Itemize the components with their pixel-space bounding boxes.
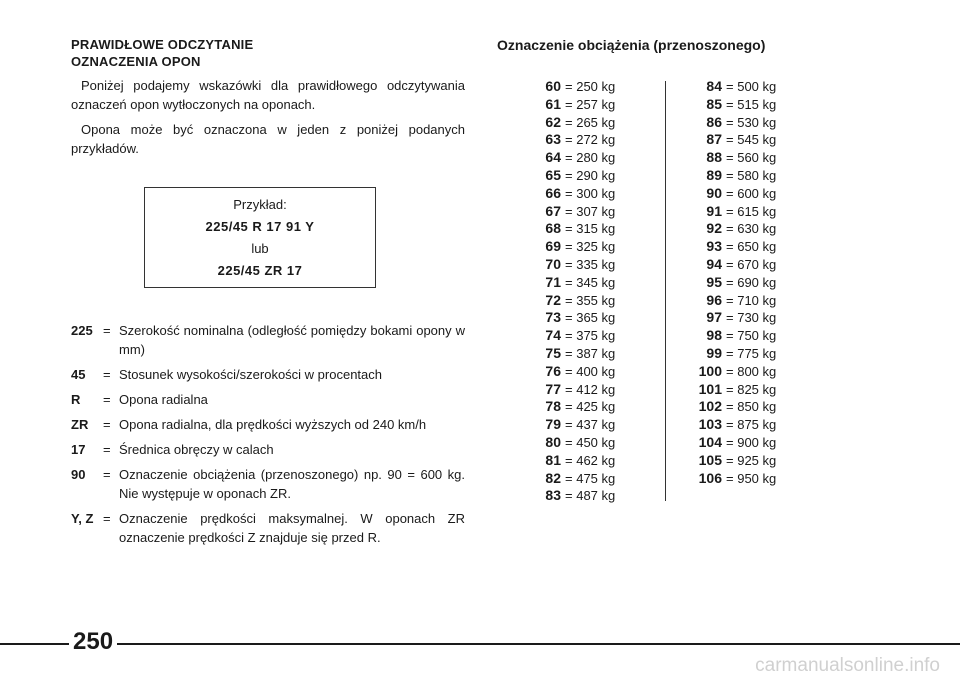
- load-index-value: [726, 274, 776, 292]
- equals-sign: =: [726, 256, 734, 272]
- load-index-code: 100: [698, 362, 722, 379]
- watermark: carmanualsonline.info: [755, 655, 940, 676]
- equals-sign: =: [565, 221, 573, 237]
- load-index-code: 80: [545, 433, 561, 450]
- equals-sign: =: [565, 488, 573, 504]
- load-index-row: [515, 434, 630, 452]
- load-index-row: [515, 487, 630, 505]
- load-value: 710 kg: [737, 292, 777, 308]
- load-index-value: [726, 452, 776, 470]
- equals-sign: =: [726, 363, 734, 379]
- load-index-code: 94: [706, 255, 722, 272]
- load-index-code: 66: [545, 184, 561, 201]
- load-index-value: [565, 114, 615, 132]
- equals-sign: =: [565, 328, 573, 344]
- load-index-code: 82: [545, 469, 561, 486]
- load-value: 250 kg: [576, 79, 616, 94]
- load-index-code: 101: [698, 380, 722, 397]
- load-index-row: [515, 345, 630, 363]
- load-index-row: [515, 452, 630, 470]
- load-value: 800 kg: [737, 363, 777, 379]
- load-index-row: [676, 167, 796, 185]
- load-index-code: 87: [706, 131, 722, 148]
- load-index-code: 89: [706, 166, 722, 183]
- load-index-row: [676, 238, 796, 256]
- load-index-row: [515, 292, 630, 310]
- equals-sign: =: [726, 79, 734, 94]
- load-value: 450 kg: [576, 434, 616, 450]
- load-index-code: 91: [706, 202, 722, 219]
- load-index-value: [565, 185, 615, 203]
- load-index-code: 84: [706, 78, 722, 94]
- load-value: 825 kg: [737, 381, 777, 397]
- load-value: 280 kg: [576, 150, 616, 166]
- load-index-value: [565, 470, 615, 488]
- load-index-code: 68: [545, 220, 561, 237]
- load-index-row: [676, 452, 796, 470]
- load-index-code: 98: [706, 327, 722, 344]
- equals-sign: =: [103, 467, 111, 482]
- equals-sign: =: [103, 511, 111, 526]
- definition-key: 225: [71, 323, 93, 338]
- load-index-value: [726, 345, 776, 363]
- load-index-code: 76: [545, 362, 561, 379]
- load-value: 730 kg: [737, 310, 777, 326]
- equals-sign: =: [565, 203, 573, 219]
- load-value: 690 kg: [737, 274, 777, 290]
- load-index-row: [515, 149, 630, 167]
- load-index-value: [565, 256, 615, 274]
- load-index-row: [676, 114, 796, 132]
- load-index-value: [726, 381, 776, 399]
- equals-sign: =: [726, 310, 734, 326]
- load-index-row: [676, 203, 796, 221]
- load-index-value: [726, 149, 776, 167]
- equals-sign: =: [726, 452, 734, 468]
- load-index-code: 63: [545, 131, 561, 148]
- equals-sign: =: [726, 203, 734, 219]
- example-code-2: 225/45 ZR 17: [217, 263, 303, 278]
- equals-sign: =: [103, 367, 111, 382]
- load-value: 600 kg: [737, 185, 777, 201]
- load-value: 670 kg: [737, 256, 777, 272]
- load-index-code: 90: [706, 184, 722, 201]
- equals-sign: =: [565, 256, 573, 272]
- load-index-title: Oznaczenie obciążenia (przenoszonego): [497, 37, 766, 53]
- load-index-value: [565, 327, 615, 345]
- load-index-value: [726, 238, 776, 256]
- definition-item: [71, 465, 465, 503]
- equals-sign: =: [726, 167, 734, 183]
- equals-sign: =: [565, 363, 573, 379]
- definition-item: [71, 321, 465, 359]
- definition-text: Szerokość nominalna (odległość pomiędzy bokami opony w mm): [119, 323, 465, 357]
- definition-item: [71, 509, 465, 547]
- equals-sign: =: [565, 79, 573, 94]
- load-index-code: 86: [706, 113, 722, 130]
- equals-sign: =: [726, 221, 734, 237]
- tire-reading-section: [71, 36, 465, 158]
- load-index-row: [676, 149, 796, 167]
- load-index-value: [726, 114, 776, 132]
- load-index-value: [565, 487, 615, 505]
- load-index-code: 77: [545, 380, 561, 397]
- load-index-code: 95: [706, 273, 722, 290]
- definitions-list: [71, 321, 465, 553]
- load-index-row: [515, 185, 630, 203]
- load-index-code: 97: [706, 309, 722, 326]
- load-index-code: 105: [698, 451, 722, 468]
- equals-sign: =: [726, 292, 734, 308]
- load-index-row: [676, 416, 796, 434]
- load-index-code: 79: [545, 416, 561, 433]
- intro-paragraph: Poniżej podajemy wskazówki dla prawidłowego odczytywania oznaczeń opon wytłoczonych na oponach.: [71, 78, 465, 112]
- load-index-value: [726, 470, 776, 488]
- load-index-value: [565, 292, 615, 310]
- definition-key: Y, Z: [71, 511, 94, 526]
- load-index-value: [565, 345, 615, 363]
- page-number: 250: [69, 627, 117, 657]
- definition-item: [71, 365, 465, 384]
- load-index-code: 62: [545, 113, 561, 130]
- load-value: 650 kg: [737, 239, 777, 255]
- load-value: 307 kg: [576, 203, 616, 219]
- definition-text: Opona radialna, dla prędkości wyższych od 240 km/h: [119, 417, 427, 432]
- load-index-code: 60: [545, 78, 561, 94]
- definition-text: Stosunek wysokości/szerokości w procentach: [119, 367, 383, 382]
- definition-text: Oznaczenie obciążenia (przenoszonego) np. 90 = 600 kg. Nie występuje w oponach ZR.: [119, 467, 465, 501]
- load-value: 335 kg: [576, 256, 616, 272]
- equals-sign: =: [726, 470, 734, 486]
- load-value: 750 kg: [737, 328, 777, 344]
- load-index-code: 75: [545, 344, 561, 361]
- load-value: 615 kg: [737, 203, 777, 219]
- load-index-row: [515, 238, 630, 256]
- load-value: 875 kg: [737, 417, 777, 433]
- load-value: 265 kg: [576, 114, 616, 130]
- load-index-code: 83: [545, 487, 561, 504]
- load-index-code: 88: [706, 149, 722, 166]
- load-index-code: 106: [698, 469, 722, 486]
- equals-sign: =: [726, 381, 734, 397]
- equals-sign: =: [565, 292, 573, 308]
- equals-sign: =: [565, 452, 573, 468]
- load-index-value: [565, 78, 615, 96]
- load-index-value: [565, 96, 615, 114]
- equals-sign: =: [565, 239, 573, 255]
- load-index-code: 74: [545, 327, 561, 344]
- load-value: 412 kg: [576, 381, 616, 397]
- load-index-row: [515, 274, 630, 292]
- example-code-1: 225/45 R 17 91 Y: [205, 219, 315, 234]
- load-index-row: [676, 363, 796, 381]
- load-index-value: [565, 131, 615, 149]
- load-index-code: 99: [706, 344, 722, 361]
- load-index-code: 96: [706, 291, 722, 308]
- equals-sign: =: [103, 323, 111, 338]
- load-value: 560 kg: [737, 150, 777, 166]
- load-value: 387 kg: [576, 345, 616, 361]
- definition-key: ZR: [71, 417, 89, 432]
- equals-sign: =: [565, 185, 573, 201]
- equals-sign: =: [565, 470, 573, 486]
- load-value: 375 kg: [576, 328, 616, 344]
- load-index-row: [515, 327, 630, 345]
- load-index-value: [726, 78, 776, 96]
- load-index-value: [726, 167, 776, 185]
- load-index-value: [726, 398, 776, 416]
- load-index-row: [676, 345, 796, 363]
- load-index-column-2: [676, 78, 796, 487]
- load-value: 425 kg: [576, 399, 616, 415]
- load-index-value: [565, 149, 615, 167]
- load-value: 630 kg: [737, 221, 777, 237]
- load-value: 475 kg: [576, 470, 616, 486]
- load-index-row: [676, 309, 796, 327]
- load-value: 355 kg: [576, 292, 616, 308]
- load-index-code: 71: [545, 273, 561, 290]
- equals-sign: =: [565, 434, 573, 450]
- load-value: 345 kg: [576, 274, 616, 290]
- load-value: 950 kg: [737, 470, 777, 486]
- load-index-value: [565, 398, 615, 416]
- equals-sign: =: [565, 114, 573, 130]
- load-value: 325 kg: [576, 239, 616, 255]
- load-index-row: [515, 416, 630, 434]
- heading-line-2: OZNACZENIA OPON: [71, 54, 201, 69]
- load-value: 925 kg: [737, 452, 777, 468]
- load-index-row: [676, 185, 796, 203]
- load-index-value: [565, 452, 615, 470]
- load-index-row: [676, 256, 796, 274]
- load-index-value: [565, 238, 615, 256]
- definition-text: Oznaczenie prędkości maksymalnej. W oponach ZR oznaczenie prędkości Z znajduje się przed R.: [119, 511, 465, 545]
- load-index-row: [515, 220, 630, 238]
- load-value: 580 kg: [737, 167, 777, 183]
- load-index-row: [676, 220, 796, 238]
- load-index-row: [515, 203, 630, 221]
- equals-sign: =: [565, 417, 573, 433]
- load-index-value: [565, 203, 615, 221]
- load-index-code: 70: [545, 255, 561, 272]
- section-heading: [71, 36, 465, 70]
- equals-sign: =: [565, 345, 573, 361]
- load-index-row: [515, 78, 630, 96]
- load-value: 545 kg: [737, 132, 777, 148]
- load-index-value: [726, 327, 776, 345]
- definition-item: [71, 390, 465, 409]
- load-index-code: 64: [545, 149, 561, 166]
- load-index-value: [726, 434, 776, 452]
- equals-sign: =: [726, 328, 734, 344]
- equals-sign: =: [565, 310, 573, 326]
- load-value: 257 kg: [576, 96, 616, 112]
- load-index-value: [565, 220, 615, 238]
- load-index-code: 103: [698, 416, 722, 433]
- definition-text: Opona radialna: [119, 392, 208, 407]
- load-index-row: [676, 398, 796, 416]
- equals-sign: =: [726, 132, 734, 148]
- load-index-row: [676, 96, 796, 114]
- load-index-column-1: [515, 78, 630, 505]
- load-index-code: 65: [545, 166, 561, 183]
- load-index-row: [515, 381, 630, 399]
- load-value: 900 kg: [737, 434, 777, 450]
- example-paragraph: Opona może być oznaczona w jeden z poniżej podanych przykładów.: [71, 122, 465, 156]
- load-index-row: [676, 131, 796, 149]
- load-value: 775 kg: [737, 345, 777, 361]
- load-index-value: [726, 309, 776, 327]
- load-index-row: [676, 470, 796, 488]
- footer-rule: [0, 643, 960, 645]
- equals-sign: =: [726, 114, 734, 130]
- load-index-row: [676, 274, 796, 292]
- equals-sign: =: [726, 417, 734, 433]
- load-value: 500 kg: [737, 79, 777, 94]
- example-or: lub: [251, 241, 269, 256]
- example-box: [144, 187, 376, 288]
- load-index-code: 61: [545, 95, 561, 112]
- equals-sign: =: [565, 399, 573, 415]
- load-value: 315 kg: [576, 221, 616, 237]
- load-index-code: 92: [706, 220, 722, 237]
- load-index-row: [515, 96, 630, 114]
- load-value: 487 kg: [576, 488, 616, 504]
- load-index-row: [676, 327, 796, 345]
- load-index-code: 93: [706, 238, 722, 255]
- equals-sign: =: [726, 96, 734, 112]
- equals-sign: =: [103, 417, 111, 432]
- column-divider: [665, 81, 666, 501]
- equals-sign: =: [726, 399, 734, 415]
- load-value: 530 kg: [737, 114, 777, 130]
- load-value: 365 kg: [576, 310, 616, 326]
- load-index-value: [565, 416, 615, 434]
- load-index-value: [726, 185, 776, 203]
- load-value: 850 kg: [737, 399, 777, 415]
- example-title: Przykład:: [233, 197, 287, 212]
- load-index-value: [726, 363, 776, 381]
- load-index-value: [726, 292, 776, 310]
- load-index-row: [515, 131, 630, 149]
- equals-sign: =: [565, 381, 573, 397]
- equals-sign: =: [565, 150, 573, 166]
- equals-sign: =: [726, 345, 734, 361]
- load-index-value: [565, 167, 615, 185]
- load-index-row: [515, 167, 630, 185]
- load-index-value: [565, 381, 615, 399]
- load-index-value: [726, 256, 776, 274]
- load-value: 400 kg: [576, 363, 616, 379]
- load-index-value: [565, 434, 615, 452]
- load-index-row: [676, 292, 796, 310]
- load-index-code: 85: [706, 95, 722, 112]
- load-index-code: 102: [698, 398, 722, 415]
- heading-line-1: PRAWIDŁOWE ODCZYTANIE: [71, 37, 254, 52]
- load-index-value: [726, 416, 776, 434]
- equals-sign: =: [565, 274, 573, 290]
- load-index-row: [676, 78, 796, 96]
- load-value: 272 kg: [576, 132, 616, 148]
- load-index-code: 72: [545, 291, 561, 308]
- load-value: 462 kg: [576, 452, 616, 468]
- definition-key: 45: [71, 367, 86, 382]
- equals-sign: =: [103, 442, 111, 457]
- equals-sign: =: [726, 185, 734, 201]
- load-index-value: [565, 274, 615, 292]
- load-index-value: [726, 96, 776, 114]
- equals-sign: =: [565, 167, 573, 183]
- definition-key: 17: [71, 442, 86, 457]
- load-index-code: 69: [545, 238, 561, 255]
- load-index-code: 104: [698, 433, 722, 450]
- load-index-code: 81: [545, 451, 561, 468]
- load-index-row: [676, 434, 796, 452]
- equals-sign: =: [726, 274, 734, 290]
- load-index-code: 73: [545, 309, 561, 326]
- load-index-row: [515, 398, 630, 416]
- equals-sign: =: [726, 434, 734, 450]
- equals-sign: =: [565, 132, 573, 148]
- equals-sign: =: [726, 150, 734, 166]
- load-index-value: [726, 220, 776, 238]
- definition-key: 90: [71, 467, 86, 482]
- equals-sign: =: [726, 239, 734, 255]
- definition-key: R: [71, 392, 81, 407]
- load-index-code: 78: [545, 398, 561, 415]
- load-index-value: [565, 363, 615, 381]
- load-index-row: [515, 256, 630, 274]
- load-value: 300 kg: [576, 185, 616, 201]
- load-value: 515 kg: [737, 96, 777, 112]
- load-index-value: [726, 131, 776, 149]
- load-value: 290 kg: [576, 167, 616, 183]
- definition-item: [71, 415, 465, 434]
- load-index-row: [676, 381, 796, 399]
- load-value: 437 kg: [576, 417, 616, 433]
- load-index-row: [515, 309, 630, 327]
- equals-sign: =: [103, 392, 111, 407]
- load-index-row: [515, 363, 630, 381]
- load-index-row: [515, 114, 630, 132]
- definition-item: [71, 440, 465, 459]
- load-index-row: [515, 470, 630, 488]
- load-index-code: 67: [545, 202, 561, 219]
- load-index-value: [565, 309, 615, 327]
- equals-sign: =: [565, 96, 573, 112]
- load-index-value: [726, 203, 776, 221]
- definition-text: Średnica obręczy w calach: [119, 442, 274, 457]
